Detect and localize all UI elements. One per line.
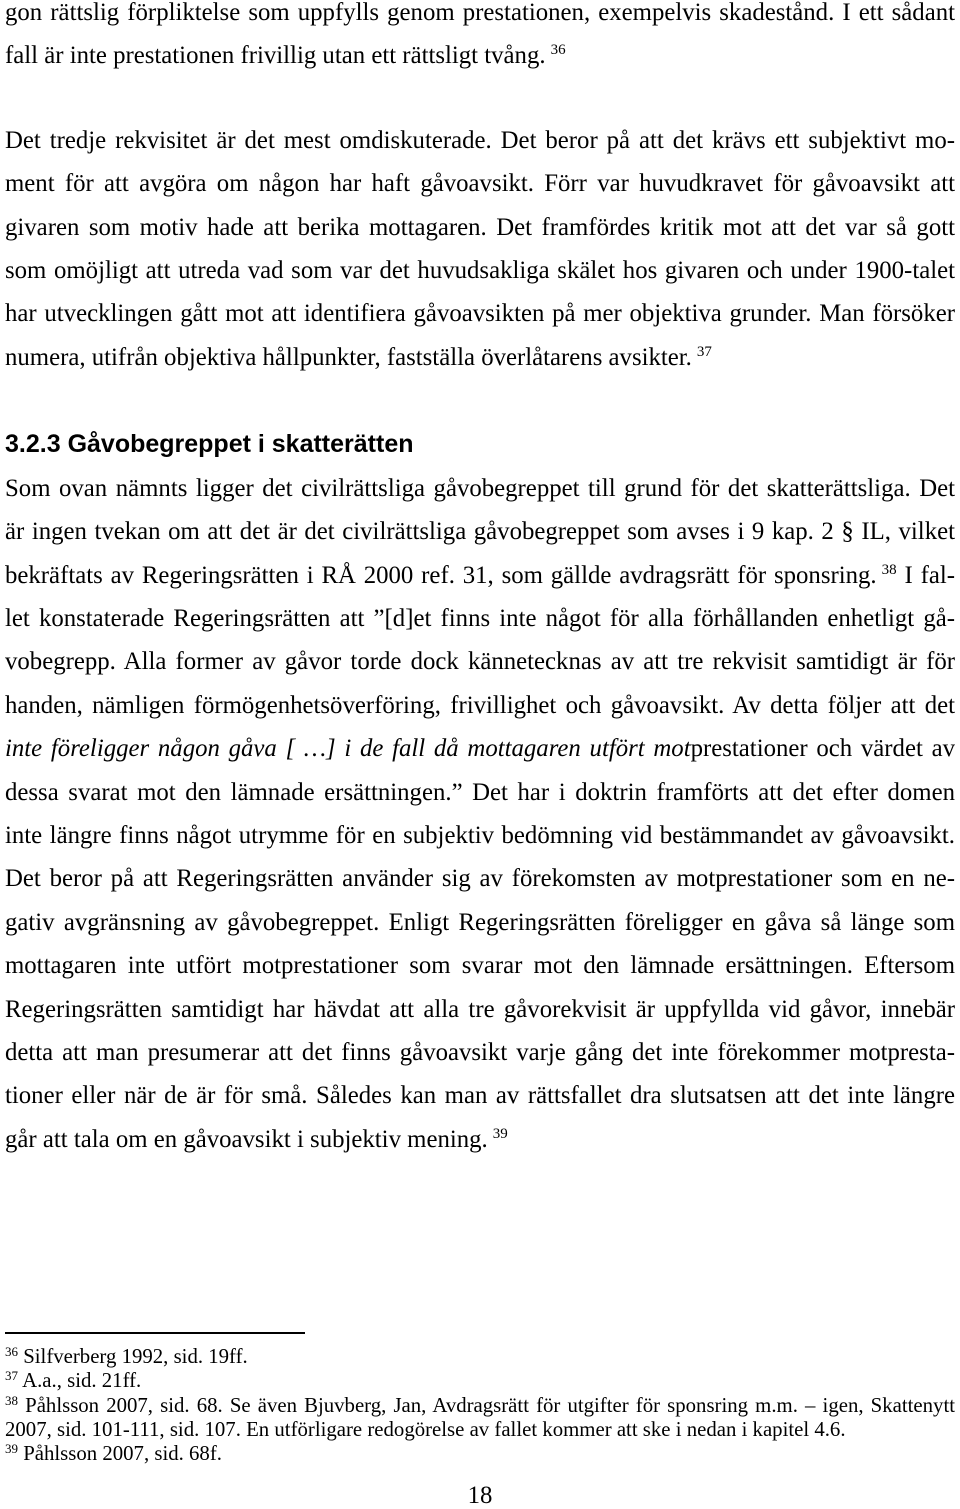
footnote-number: 36: [5, 1345, 18, 1359]
body-text-line: [5, 727, 955, 770]
section-number: 3.2.3: [5, 429, 61, 458]
body-text-line: detta att man presumerar att det finns gåvoavsikt varje gång det inte förekommer motpresta-: [5, 1038, 955, 1066]
body-text-line: tioner eller när de är för små. Således kan man av rättsfallet dra slutsatsen att det inte längre: [5, 1082, 955, 1110]
paragraph: [5, 467, 955, 1161]
body-text-line: dessa svarat mot den lämnade ersättningen.” Det har i doktrin framförts att det efter domen: [5, 778, 955, 806]
footnote-text: Påhlsson 2007, sid. 68f.: [23, 1442, 222, 1466]
paragraph: [5, 119, 955, 379]
body-text-line: handen, nämligen förmögenhetsöverföring, frivillighet och gåvoavsikt. Av detta följer att det: [5, 691, 955, 719]
body-text-line: [5, 34, 955, 77]
text-segment: går att tala om en gåvoavsikt i subjektiv mening.: [5, 1125, 488, 1153]
section-title: Gåvobegreppet i skatterätten: [67, 429, 414, 458]
body-text-line: givaren som motiv hade att berika mottagaren. Det framfördes kritik mot att det var så gott: [5, 213, 955, 241]
footnote: [5, 1394, 955, 1418]
footnotes: [5, 1345, 955, 1466]
footnote-number: 38: [5, 1393, 18, 1408]
footnote-text: A.a., sid. 21ff.: [22, 1369, 142, 1393]
page-number: 18: [467, 1482, 493, 1509]
body-text-line: Regeringsrätten samtidigt har hävdat att alla tre gåvorekvisit är uppfyllda vid gåvor, innebär: [5, 995, 955, 1023]
footnote-text: Silfverberg 1992, sid. 19ff.: [23, 1345, 248, 1368]
body-text-line: mottagaren inte utfört motprestationer som svarar mot den lämnade ersättningen. Eftersom: [5, 952, 955, 980]
footnote-number: 39: [5, 1442, 18, 1457]
text-segment: fall är inte prestationen frivillig utan ett rättsligt tvång.: [5, 42, 546, 70]
paragraph-continuation: [5, 0, 955, 78]
text-segment: bekräftats av Regeringsrätten i RÅ 2000 ref. 31, som gällde avdragsrätt för sponsring.: [5, 561, 877, 589]
body-text-line: gativ avgränsning av gåvobegreppet. Enligt Regeringsrätten föreligger en gåva så länge som: [5, 908, 955, 936]
footnote-ref: 37: [696, 343, 712, 360]
text-segment: prestationer och värdet av: [690, 735, 955, 763]
body-text-line: let konstaterade Regeringsrätten att ”[d]et finns inte något för alla förhållanden enhetligt gå-: [5, 605, 955, 633]
footnote-ref: 39: [492, 1125, 508, 1142]
body-text-line: som omöjligt att utreda vad som var det huvudsakliga skälet hos givaren och under 1900-talet: [5, 257, 955, 285]
footnote: [5, 1345, 955, 1369]
body-text-line: [5, 1118, 955, 1161]
body-text-line: gon rättslig förpliktelse som uppfylls genom prestationen, exempelvis skadestånd. I ett sådant: [5, 0, 955, 26]
body-text-line: [5, 554, 955, 597]
text-segment: I fal-: [904, 561, 955, 589]
footnote-text: Påhlsson 2007, sid. 68. Se även Bjuvberg, Jan, Avdragsrätt för utgifter för sponsring m.m. – igen, Skattenytt: [25, 1393, 955, 1417]
body-text-line: Det beror på att Regeringsrätten använder sig av förekomsten av motprestationer som en ne-: [5, 865, 955, 893]
footnote: [5, 1442, 955, 1466]
body-text-line: har utvecklingen gått mot att identifiera gåvoavsikten på mer objektiva grunder. Man försöker: [5, 300, 955, 328]
body-text-line: ment för att avgöra om någon har haft gåvoavsikt. Förr var huvudkravet för gåvoavsikt att: [5, 170, 955, 198]
footnote-ref: 38: [881, 561, 897, 578]
footnote-number: 37: [5, 1369, 18, 1384]
footnote-separator: [5, 1332, 305, 1334]
body-text-line: vobegrepp. Alla former av gåvor torde dock kännetecknas av att tre rekvisit samtidigt är för: [5, 648, 955, 676]
text-segment: numera, utifrån objektiva hållpunkter, fastställa överlåtarens avsikter.: [5, 343, 692, 371]
body-text-line: Det tredje rekvisitet är det mest omdiskuterade. Det beror på att det krävs ett subjektivt mo-: [5, 126, 955, 154]
body-text-line: är ingen tvekan om att det är det civilrättsliga gåvobegreppet som avses i 9 kap. 2 § IL, vilket: [5, 518, 955, 546]
section-heading: [5, 423, 955, 466]
footnote-ref: 36: [550, 42, 566, 59]
body-text-line: Som ovan nämnts ligger det civilrättsliga gåvobegreppet till grund för det skatterättsliga. Det: [5, 474, 955, 502]
footnote: [5, 1369, 955, 1393]
body-text-line: inte längre finns något utrymme för en subjektiv bedömning vid bestämmandet av gåvoavsikt.: [5, 822, 955, 850]
quoted-italic-text: inte föreligger någon gåva [ …] i de fall då mottagaren utfört mot: [5, 735, 691, 763]
body-text-line: [5, 336, 955, 379]
footnote-continuation: 2007, sid. 101-111, sid. 107. En utförligare redogörelse av fallet kommer att ske i nedan i kapitel 4.6.: [5, 1417, 846, 1441]
